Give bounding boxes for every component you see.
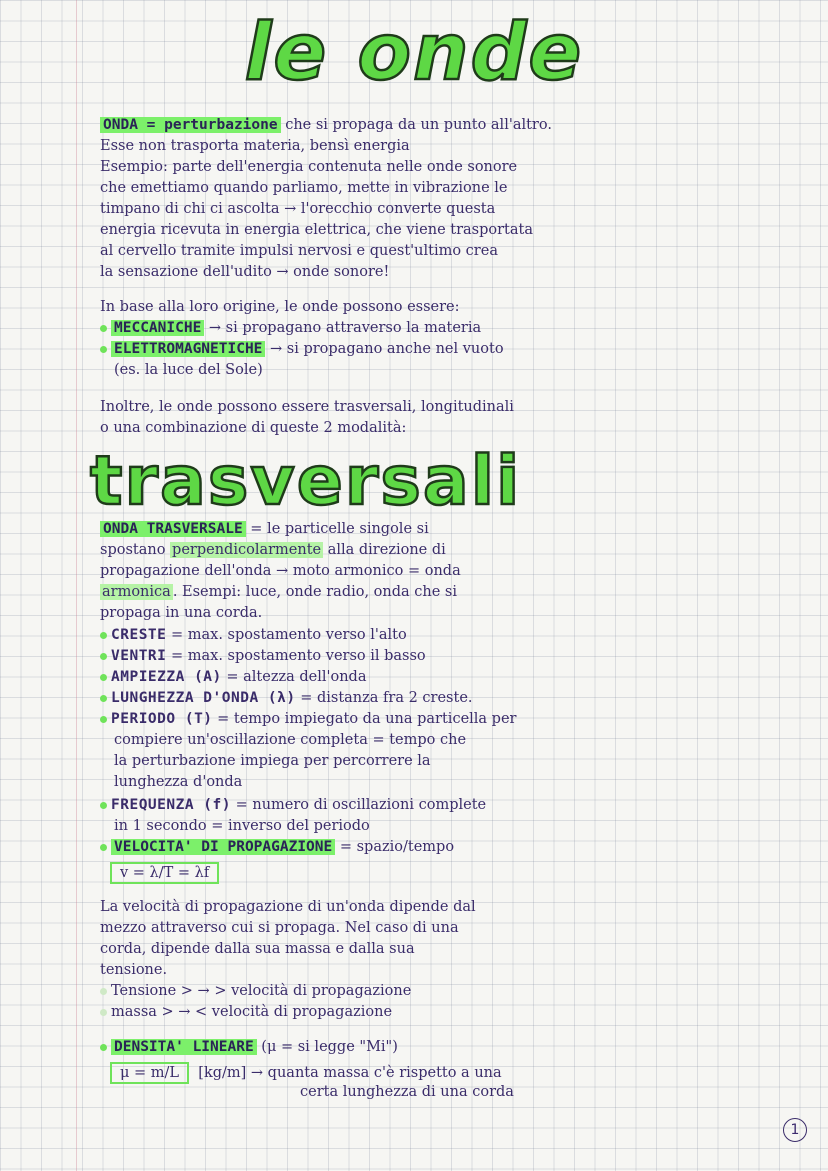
bullet-icon: [100, 325, 107, 332]
list-item-velocity: [100, 838, 454, 856]
intro-line-7: al cervello tramite impulsi nervosi e quest'ultimo crea: [100, 243, 498, 259]
intro-line-3: Esempio: parte dell'energia contenuta nelle onde sonore: [100, 159, 518, 175]
velocity-formula: v = λ/T = λf: [110, 862, 219, 884]
term-text: = tempo impiegato da una particella per: [212, 711, 517, 727]
term-key: PERIODO (T): [111, 711, 213, 727]
intro-text-1: che si propaga da un punto all'altro.: [280, 117, 552, 133]
tension-text: Tensione > → > velocità di propagazione: [111, 983, 412, 999]
origin-electromagnetic: [100, 340, 504, 358]
bullet-icon: [100, 1009, 107, 1016]
trasv-def-3: propagazione dell'onda → moto armonico = onda: [100, 563, 461, 579]
origin-line-4: Inoltre, le onde possono essere trasversali, longitudinali: [100, 399, 514, 415]
bullet-icon: [100, 716, 107, 723]
intro-line-6: energia ricevuta in energia elettrica, che viene trasportata: [100, 222, 534, 238]
list-item-period: [100, 710, 516, 728]
electromagnetic-highlight: ELETTROMAGNETICHE: [111, 341, 265, 357]
bullet-icon: [100, 1044, 107, 1051]
term-key: CRESTE: [111, 627, 167, 643]
velocity-text: = spazio/tempo: [335, 839, 455, 855]
velocity-para-4: tensione.: [100, 962, 168, 978]
list-item-frequency: [100, 796, 486, 814]
mechanical-highlight: MECCANICHE: [111, 320, 204, 336]
perpendicular-highlight: perpendicolarmente: [172, 542, 322, 558]
trasv-def-4: [100, 583, 457, 601]
list-item-troughs: [100, 647, 426, 665]
velocity-para-2: mezzo attraverso cui si propaga. Nel caso di una: [100, 920, 459, 936]
page-number: 1: [783, 1118, 807, 1142]
page-title: le onde: [244, 8, 584, 98]
period-line-2: compiere un'oscillazione completa = tempo che: [114, 732, 467, 748]
intro-line-1: [100, 116, 552, 134]
term-key: FREQUENZA (f): [111, 797, 231, 813]
bullet-icon: [100, 695, 107, 702]
term-text: = altezza dell'onda: [221, 669, 367, 685]
electromagnetic-text: → si propagano anche nel vuoto: [265, 341, 504, 357]
list-item-wavelength: [100, 689, 473, 707]
term-text: = max. spostamento verso il basso: [166, 648, 426, 664]
density-text: (μ = si legge "Mi"): [256, 1039, 398, 1055]
bullet-icon: [100, 674, 107, 681]
mass-text: massa > → < velocità di propagazione: [111, 1004, 393, 1020]
origin-line-1: In base alla loro origine, le onde possono essere:: [100, 299, 460, 315]
tension-line: [100, 982, 411, 1000]
origin-example: (es. la luce del Sole): [114, 362, 263, 378]
trasv-def-1: [100, 520, 429, 538]
period-line-4: lunghezza d'onda: [114, 774, 243, 790]
list-item-crests: [100, 626, 407, 644]
bullet-icon: [100, 346, 107, 353]
trasv-def-text-2a: spostano: [100, 542, 171, 558]
bullet-icon: [100, 802, 107, 809]
origin-mechanical: [100, 319, 481, 337]
trasv-def-5: propaga in una corda.: [100, 605, 263, 621]
trasv-def-text-1: = le particelle singole si: [245, 521, 429, 537]
trasv-def-text-4: . Esempi: luce, onde radio, onda che si: [172, 584, 458, 600]
trasv-def-2: [100, 541, 446, 559]
period-line-3: la perturbazione impiega per percorrere la: [114, 753, 431, 769]
term-text: = numero di oscillazioni complete: [231, 797, 487, 813]
notebook-margin-line: [76, 0, 77, 1171]
intro-line-4: che emettiamo quando parliamo, mette in vibrazione le: [100, 180, 508, 196]
mechanical-text: → si propagano attraverso la materia: [204, 320, 482, 336]
intro-line-2: Esse non trasporta materia, bensì energia: [100, 138, 410, 154]
onda-definition-highlight: ONDA = perturbazione: [100, 117, 281, 133]
bullet-icon: [100, 653, 107, 660]
intro-line-5: timpano di chi ci ascolta → l'orecchio converte questa: [100, 201, 496, 217]
list-item-linear-density: [100, 1038, 398, 1056]
density-formula: μ = m/L: [110, 1062, 189, 1084]
transverse-highlight: ONDA TRASVERSALE: [100, 521, 246, 537]
list-item-amplitude: [100, 668, 366, 686]
term-text: = max. spostamento verso l'alto: [166, 627, 407, 643]
frequency-line-2: in 1 secondo = inverso del periodo: [114, 818, 370, 834]
density-unit: [kg/m]: [198, 1065, 247, 1081]
density-formula-row: [110, 1062, 502, 1084]
bullet-icon: [100, 844, 107, 851]
density-description-1: → quanta massa c'è rispetto a una: [250, 1065, 502, 1081]
bullet-icon: [100, 632, 107, 639]
term-key: LUNGHEZZA D'ONDA (λ): [111, 690, 296, 706]
term-key: VENTRI: [111, 648, 167, 664]
density-description-2: certa lunghezza di una corda: [300, 1084, 514, 1100]
velocity-highlight: VELOCITA' DI PROPAGAZIONE: [111, 839, 335, 855]
harmonic-highlight: armonica: [102, 584, 171, 600]
trasv-def-text-2b: alla direzione di: [323, 542, 446, 558]
section-title: trasversali: [90, 442, 522, 521]
mass-line: [100, 1003, 392, 1021]
velocity-para-1: La velocità di propagazione di un'onda dipende dal: [100, 899, 476, 915]
velocity-para-3: corda, dipende dalla sua massa e dalla sua: [100, 941, 415, 957]
density-highlight: DENSITA' LINEARE: [111, 1039, 257, 1055]
intro-line-8: la sensazione dell'udito → onde sonore!: [100, 264, 390, 280]
origin-line-5: o una combinazione di queste 2 modalità:: [100, 420, 407, 436]
bullet-icon: [100, 988, 107, 995]
velocity-formula-box: [110, 862, 219, 884]
term-text: = distanza fra 2 creste.: [295, 690, 473, 706]
term-key: AMPIEZZA (A): [111, 669, 222, 685]
